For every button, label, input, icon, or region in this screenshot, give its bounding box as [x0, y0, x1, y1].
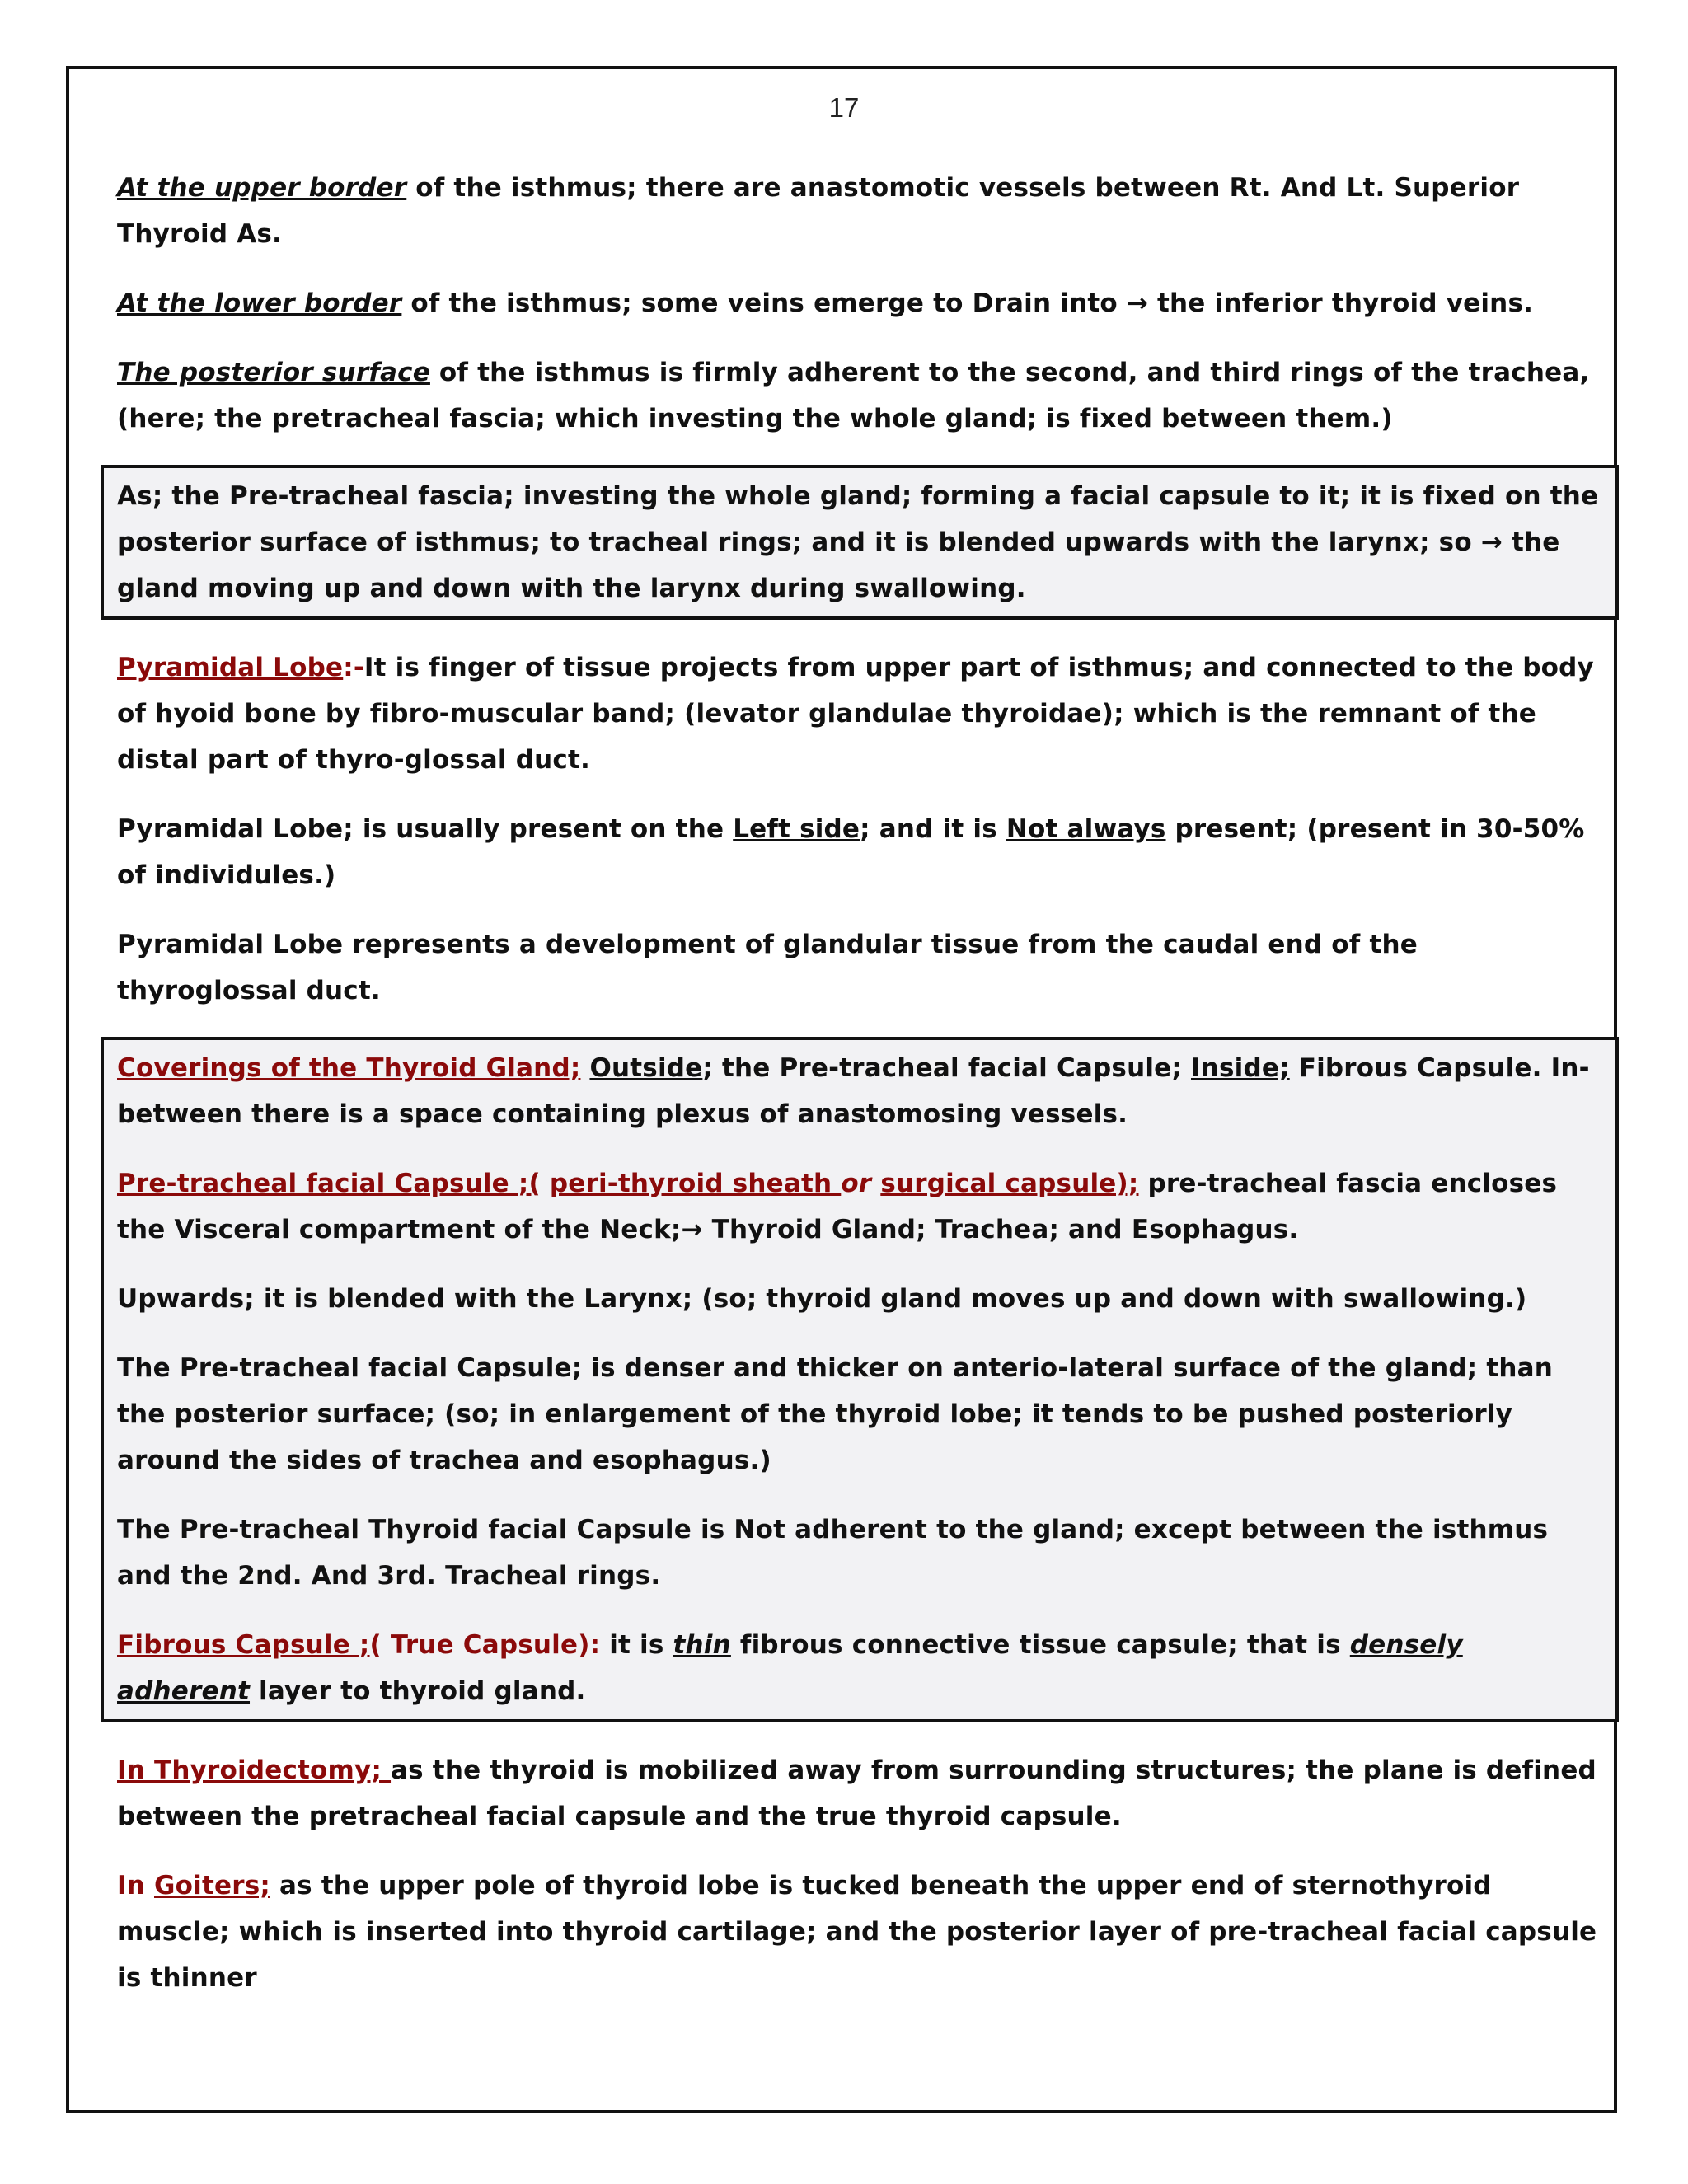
pyramidal-presence-text-c: present; (present in 30-50% of individules.) [117, 814, 1585, 890]
goiters-text: as the upper pole of thyroid lobe is tucked beneath the upper end of sternothyroid muscle; which is inserted into thyroid cartilage; and the posterior layer of pre-tracheal facial capsule is thinner [117, 1871, 1597, 1993]
pretracheal-capsule-text: pre-tracheal fascia encloses the Visceral compartment of the Neck;→ Thyroid Gland; Trachea; and Esophagus. [117, 1169, 1558, 1244]
paragraph-thyroidectomy [117, 1747, 1601, 1840]
paragraph-pyramidal-presence [117, 806, 1601, 898]
paragraph-goiters [117, 1863, 1601, 2001]
true-capsule-term: ( True Capsule): [369, 1630, 601, 1660]
paragraph-lower-border [117, 280, 1601, 326]
pretracheal-space [541, 1169, 550, 1198]
posterior-surface-text: of the isthmus is firmly adherent to the second, and third rings of the trachea, (here; the pretracheal fascia; which investing the whole gland; is fixed between them.) [117, 358, 1590, 434]
pyramidal-presence-text-a: Pyramidal Lobe; is usually present on the [117, 814, 734, 844]
densely-adherent-term: densely adherent [117, 1630, 1463, 1706]
lower-border-text: of the isthmus; some veins emerge to Drain into → the inferior thyroid veins. [401, 288, 1534, 318]
coverings-heading: Coverings of the Thyroid Gland; [117, 1053, 581, 1083]
thyroidectomy-text: as the thyroid is mobilized away from surrounding structures; the plane is defined between the pretracheal facial capsule and the true thyroid capsule. [117, 1755, 1597, 1831]
coverings-text-b: Fibrous Capsule. In-between there is a space containing plexus of anastomosing vessels. [117, 1053, 1590, 1129]
pretracheal-space-2 [871, 1169, 880, 1198]
paragraph-pyramidal-development: Pyramidal Lobe represents a development of glandular tissue from the caudal end of the thyroglossal duct. [117, 930, 1418, 1005]
page-number: 17 [828, 92, 860, 123]
upper-border-text: of the isthmus; there are anastomotic vessels between Rt. And Lt. Superior Thyroid As. [117, 173, 1520, 249]
paragraph-fibrous-capsule [117, 1622, 1602, 1714]
paragraph-coverings [117, 1045, 1602, 1137]
left-side-term: Left side [733, 814, 860, 844]
paragraph-upper-border [117, 165, 1601, 257]
fascia-note-box [101, 465, 1619, 620]
page-content [117, 165, 1601, 2024]
paragraph-denser: The Pre-tracheal facial Capsule; is denser and thicker on anterio-lateral surface of the gland; than the posterior surface; (so; in enlargement of the thyroid lobe; it tends to be pushed posteriorly around the sides of trachea and esophagus.) [117, 1353, 1554, 1475]
surgical-capsule-term: surgical capsule); [880, 1169, 1139, 1198]
pyramidal-lobe-separator: :- [343, 653, 364, 682]
goiters-heading: Goiters; [154, 1871, 270, 1900]
or-term: or [841, 1169, 872, 1198]
fascia-note-text: As; the Pre-tracheal fascia; investing the whole gland; forming a facial capsule to it; it is fixed on the posterior surface of isthmus; to tracheal rings; and it is blended upwards with the larynx; so → the gland moving up and down with the larynx during swallowing. [117, 481, 1599, 603]
pretracheal-capsule-heading: Pre-tracheal facial Capsule ;( [117, 1169, 541, 1198]
pyramidal-lobe-text: It is finger of tissue projects from upper part of isthmus; and connected to the body of hyoid bone by fibro-muscular band; (levator glandulae thyroidae); which is the remnant of the distal part of thyro-glossal duct. [117, 653, 1594, 775]
upper-border-heading: At the upper border [117, 173, 407, 203]
peri-thyroid-sheath-term: peri-thyroid sheath [549, 1169, 842, 1198]
fibrous-text-c: layer to thyroid gland. [250, 1676, 586, 1706]
fibrous-text-b: fibrous connective tissue capsule; that is [730, 1630, 1350, 1660]
inside-term: Inside; [1191, 1053, 1290, 1083]
coverings-space [580, 1053, 589, 1083]
paragraph-pyramidal-lobe [117, 644, 1601, 783]
thyroidectomy-heading: In Thyroidectomy; [117, 1755, 392, 1785]
pyramidal-presence-text-b: ; and it is [860, 814, 1006, 844]
paragraph-posterior-surface [117, 349, 1601, 442]
fibrous-text-a: it is [600, 1630, 673, 1660]
paragraph-upwards: Upwards; it is blended with the Larynx; (so; thyroid gland moves up and down with swallowing.) [117, 1284, 1527, 1314]
paragraph-not-adherent: The Pre-tracheal Thyroid facial Capsule is Not adherent to the gland; except between the isthmus and the 2nd. And 3rd. Tracheal rings. [117, 1515, 1549, 1591]
goiters-in: In [117, 1871, 154, 1900]
coverings-text-a: ; the Pre-tracheal facial Capsule; [702, 1053, 1191, 1083]
posterior-surface-heading: The posterior surface [117, 358, 430, 387]
thin-term: thin [673, 1630, 731, 1660]
paragraph-pretracheal-capsule [117, 1160, 1602, 1253]
coverings-box [101, 1037, 1619, 1722]
lower-border-heading: At the lower border [117, 288, 402, 318]
outside-term: Outside [589, 1053, 703, 1083]
fibrous-capsule-heading: Fibrous Capsule ; [117, 1630, 370, 1660]
pyramidal-lobe-heading: Pyramidal Lobe [117, 653, 344, 682]
not-always-term: Not always [1006, 814, 1166, 844]
